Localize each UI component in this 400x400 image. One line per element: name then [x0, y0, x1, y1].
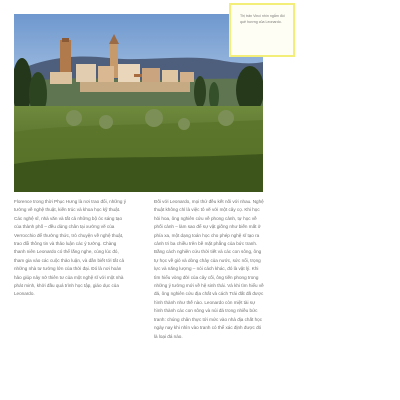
landscape-photo	[14, 14, 263, 192]
body-text-right-column: Đối với Leonardo, mọi thứ đều kết nối với nhau. Nghệ thuật không chỉ là việc tô vẽ với một cây cọ. Khi học hỏi hoa, ông nghiên cứu về phong cảnh, tự học về phối cảnh – làm sao để sự vật giống như biến mất ở phía xa, một dạng toán học cho phép nghệ sĩ tạo ra cảnh tri ba chiều trên bề mặt phẳng của bức tranh. Bằng cách nghiên cứu thời tiết và các con sông, ông tự học về gió và dòng chảy của nước, sức nổi, trọng lực và năng lượng – nói cách khác, đó là vật lý. Khi tìm hiểu vòng đời của cây cối, ông tiến phong trong những ý tưởng mới về hệ sinh thái. Và khi tìm hiểu về đá, ông nghiên cứu địa chất và cách Trái đất đã được hình thành như thế nào. Leonardo còn miệt tài sự hình thành các con sông và núi đá trong nhiều bức tranh: chúng chân thực tới mức vào nhà địa chất học ngày nay khi nhìn vào tranh có thể xác định được đó là loại đá nào.	[154, 199, 264, 339]
photo-caption: Thị trấn Vinci nhìn ngắm đồi quê hương của Leonardo.	[240, 14, 285, 25]
body-text-left-column: Florence trong thời Phục Hưng là nơi trao đổi, những ý tưởng về nghệ thuật, kiến trúc và khoa học kỹ thuật. Các nghệ sĩ, nhà văn và tất cả những bộ óc sáng tạo của thành phố – đều dùng chân tại xưởng vẽ của Verrocchio để thưởng thức, trò chuyện về nghệ thuật, trao đổi thông tin và thảo luận các ý tưởng. Chàng thanh niên Leonardo có thể lắng nghe, cùng lúc đó, tham gia vào các cuộc thảo luận, và dần biết tới tất cả những nhà tư tưởng lớn của thời đại. Đó là nơi hoàn hảo giúp nảy nở thiên tư của một nghệ sĩ với một nhà phát minh, khởi đầu quá trình học tập, giáo dục của Leonardo.	[14, 199, 127, 297]
hill-town-illustration	[14, 14, 263, 192]
caption-box	[229, 3, 295, 57]
